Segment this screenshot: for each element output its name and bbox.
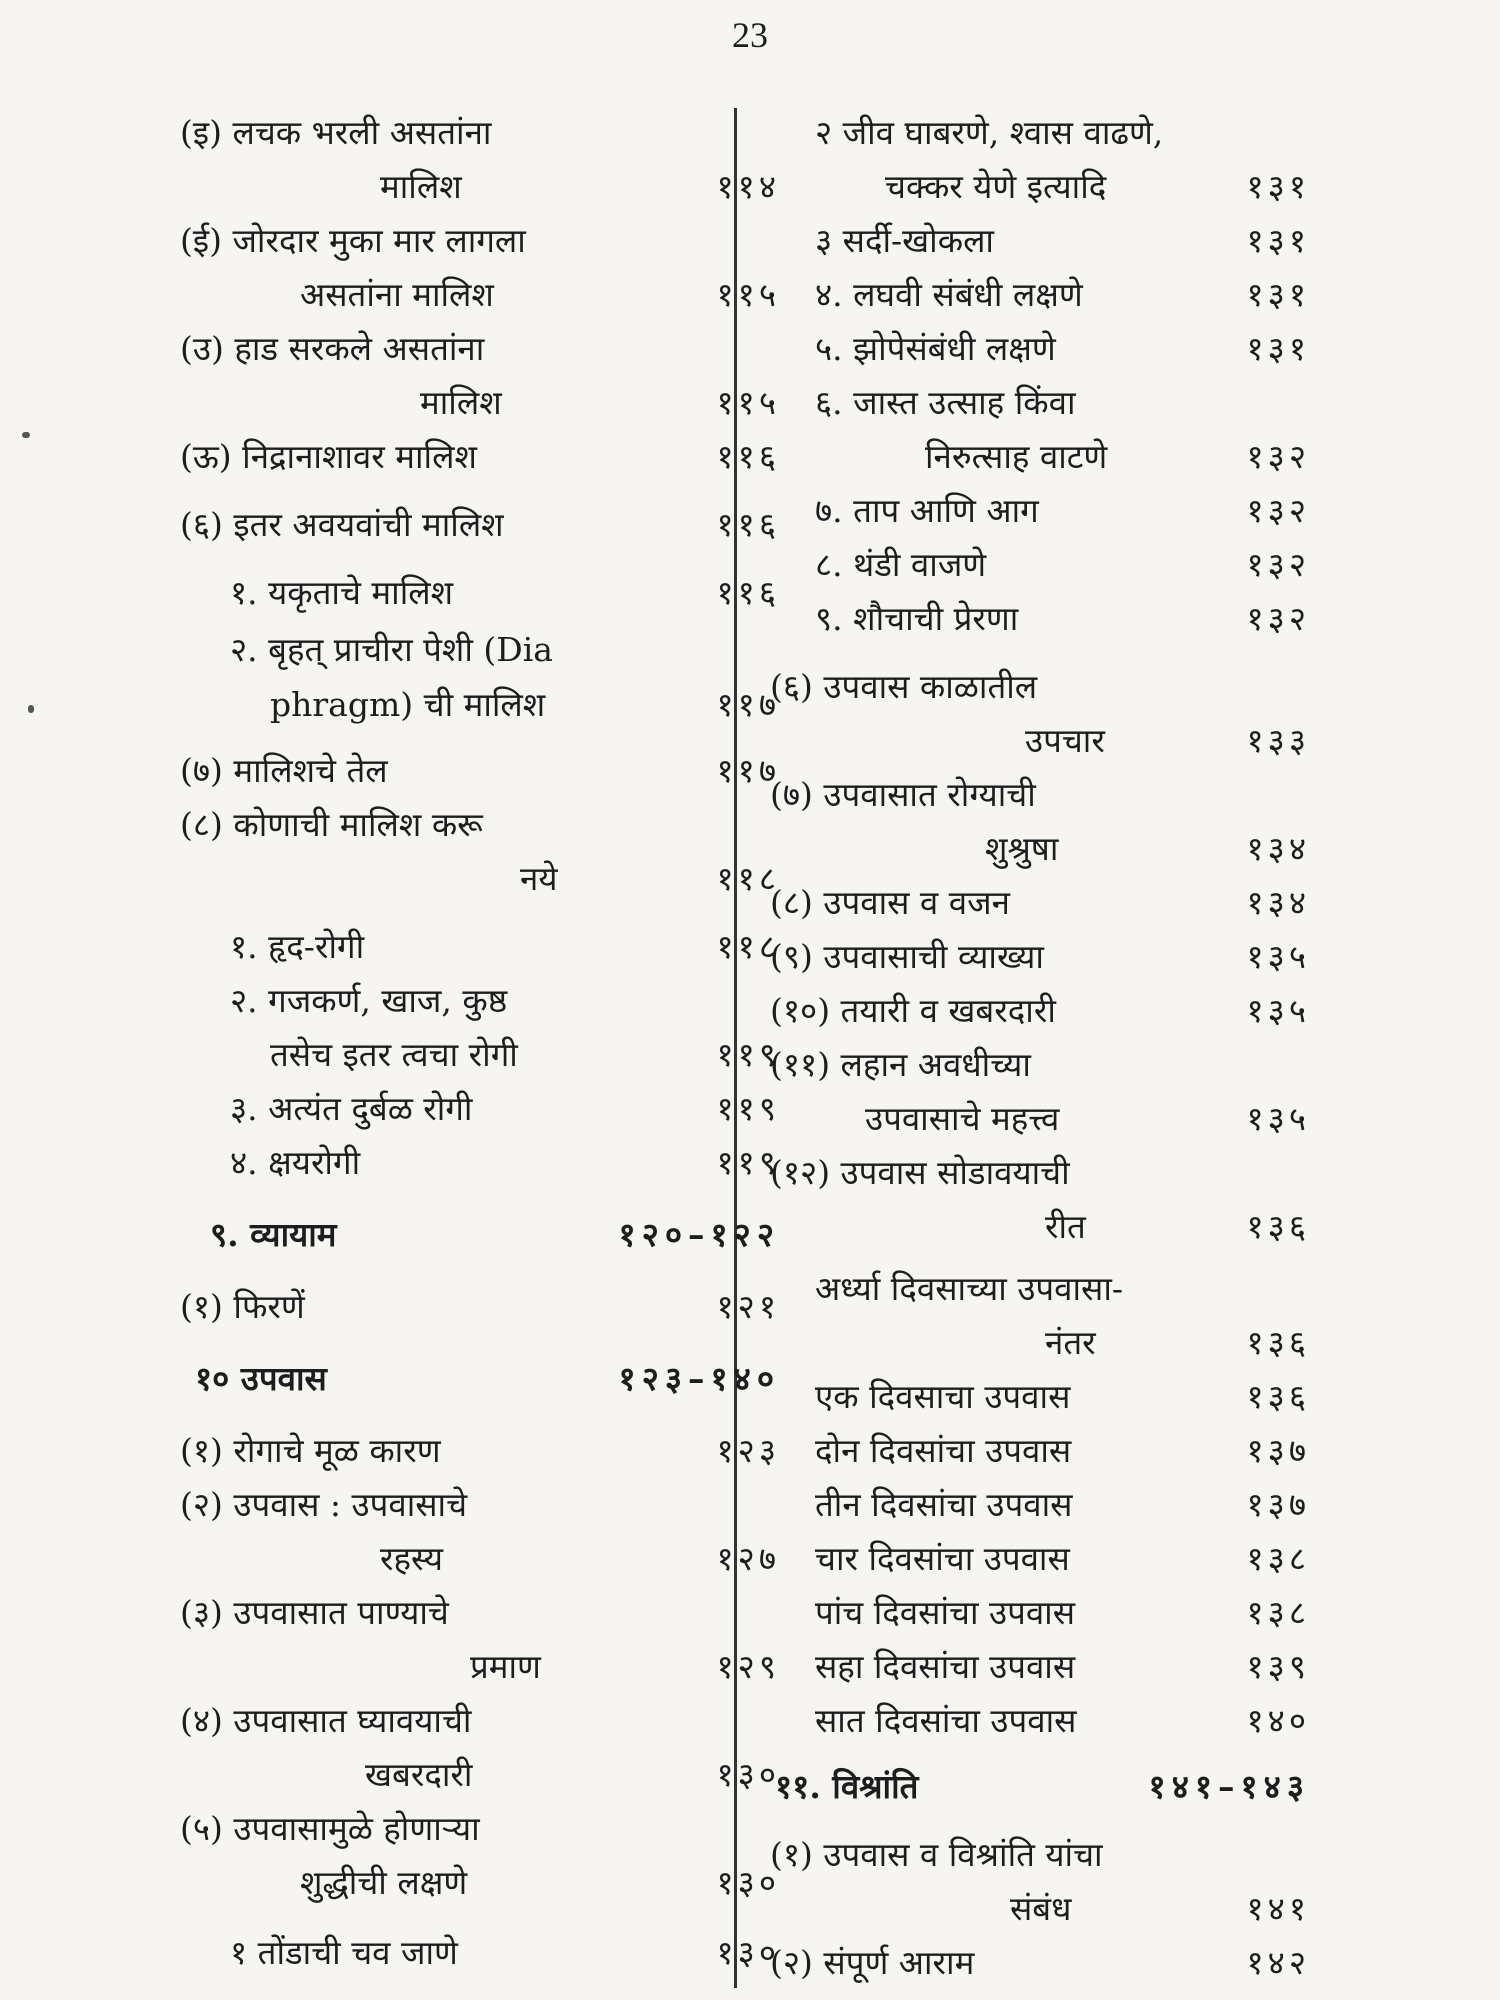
entry-page: १३८ (1246, 1593, 1310, 1632)
toc-left-column (180, 0, 780, 2000)
toc-entry (770, 378, 1310, 428)
entry-page: १३६ (1246, 1207, 1310, 1246)
entry-title: (१) रोगाचे मूळ कारण (180, 1431, 441, 1470)
entry-page: १४२ (1246, 1943, 1310, 1982)
toc-entry (180, 108, 780, 158)
toc-entry (770, 1884, 1310, 1934)
toc-entry (770, 932, 1310, 982)
entry-page: १२९ (716, 1647, 780, 1686)
toc-entry (180, 625, 780, 675)
entry-title: १ तोंडाची चव जाणे (230, 1933, 458, 1972)
toc-entry (770, 324, 1310, 374)
entry-title: (१) फिरणें (180, 1287, 305, 1326)
entry-page: १३२ (1246, 491, 1310, 530)
toc-entry (770, 1830, 1310, 1880)
entry-page: ११९ (716, 1143, 780, 1182)
toc-entry (180, 1928, 780, 1978)
toc-entry (180, 1642, 780, 1692)
entry-title: ४. क्षयरोगी (230, 1143, 361, 1182)
entry-title: रीत (1045, 1207, 1086, 1246)
entry-title: नंतर (1045, 1323, 1096, 1362)
entry-page: १२३ (716, 1431, 780, 1470)
entry-title: निरुत्साह वाटणे (925, 437, 1108, 476)
entry-title: (इ) लचक भरली असतांना (180, 113, 492, 152)
entry-page: १२०–१२२ (618, 1215, 780, 1254)
toc-entry (180, 1696, 780, 1746)
entry-title: ८. थंडी वाजणे (815, 545, 987, 584)
entry-page: ११८ (716, 859, 780, 898)
entry-title: चार दिवसांचा उपवास (815, 1539, 1070, 1578)
toc-entry (770, 432, 1310, 482)
toc-section-heading (180, 1354, 780, 1404)
entry-page: १२७ (716, 1539, 780, 1578)
entry-page: १४१ (1246, 1889, 1310, 1928)
entry-page: १३३ (1246, 721, 1310, 760)
scan-speck (28, 705, 34, 713)
entry-title: १. हृद-रोगी (230, 927, 365, 966)
entry-page: ११९ (716, 1035, 780, 1074)
entry-title: ५. झोपेसंबंधी लक्षणे (815, 329, 1056, 368)
entry-title: ११. विश्रांति (775, 1767, 919, 1806)
toc-entry (770, 1040, 1310, 1090)
toc-entry (180, 1426, 780, 1476)
toc-entry (180, 1480, 780, 1530)
entry-page: १३१ (1246, 275, 1310, 314)
toc-entry (770, 1318, 1310, 1368)
toc-entry (770, 1372, 1310, 1422)
toc-entry (770, 716, 1310, 766)
toc-entry (180, 800, 780, 850)
entry-title: ६. जास्त उत्साह किंवा (815, 383, 1076, 422)
entry-page: १३२ (1246, 545, 1310, 584)
toc-entry (770, 1534, 1310, 1584)
entry-title: नये (520, 859, 558, 898)
toc-entry (770, 1938, 1310, 1988)
toc-entry (180, 324, 780, 374)
entry-page: १३८ (1246, 1539, 1310, 1578)
entry-title: (५) उपवासामुळे होणाऱ्या (180, 1809, 480, 1848)
entry-page: १३७ (1246, 1431, 1310, 1470)
entry-title: २. गजकर्ण, खाज, कुष्ठ (230, 981, 508, 1020)
toc-entry (180, 1804, 780, 1854)
entry-page: १३७ (1246, 1485, 1310, 1524)
entry-title: शुद्धीची लक्षणे (300, 1863, 468, 1902)
toc-entry (180, 162, 780, 212)
entry-title: (६) इतर अवयवांची मालिश (180, 505, 504, 544)
toc-entry (180, 1534, 780, 1584)
toc-entry (180, 1084, 780, 1134)
entry-title: अर्ध्या दिवसाच्या उपवासा- (815, 1269, 1124, 1308)
toc-entry (770, 1094, 1310, 1144)
entry-page: ११६ (716, 505, 780, 544)
toc-entry (180, 746, 780, 796)
toc-entry (180, 1858, 780, 1908)
entry-title: (९) उपवासाची व्याख्या (770, 937, 1044, 976)
entry-title: रहस्य (380, 1539, 443, 1578)
entry-title: (३) उपवासात पाण्याचे (180, 1593, 449, 1632)
toc-entry (770, 1642, 1310, 1692)
entry-page: ११५ (716, 383, 780, 422)
entry-page: १२१ (716, 1287, 780, 1326)
toc-section-heading (770, 1762, 1310, 1812)
entry-title: (उ) हाड सरकले असतांना (180, 329, 485, 368)
toc-entry (180, 270, 780, 320)
entry-title: ४. लघवी संबंधी लक्षणे (815, 275, 1083, 314)
page-number: 23 (732, 15, 768, 55)
entry-title: २. बृहत् प्राचीरा पेशी (Dia (230, 630, 553, 669)
entry-title: एक दिवसाचा उपवास (815, 1377, 1071, 1416)
entry-page: १३० (716, 1933, 780, 1972)
entry-page: ११४ (716, 167, 780, 206)
entry-title: उपचार (1025, 721, 1105, 760)
toc-entry (180, 500, 780, 550)
toc-right-column (770, 0, 1310, 2000)
toc-entry (180, 1750, 780, 1800)
toc-entry (180, 378, 780, 428)
entry-title: (७) मालिशचे तेल (180, 751, 388, 790)
entry-page: १३२ (1246, 437, 1310, 476)
entry-page: १३९ (1246, 1647, 1310, 1686)
entry-title: मालिश (380, 167, 462, 206)
entry-title: सात दिवसांचा उपवास (815, 1701, 1077, 1740)
toc-entry (180, 216, 780, 266)
toc-entry (180, 568, 780, 618)
toc-entry (770, 162, 1310, 212)
entry-page: ११५ (716, 275, 780, 314)
entry-page: १३४ (1246, 829, 1310, 868)
entry-title: (८) कोणाची मालिश करू (180, 805, 483, 844)
toc-entry (770, 824, 1310, 874)
entry-title: (७) उपवासात रोग्याची (770, 775, 1036, 814)
toc-entry (180, 1138, 780, 1188)
entry-page: १३१ (1246, 329, 1310, 368)
toc-entry (180, 976, 780, 1026)
entry-title: दोन दिवसांचा उपवास (815, 1431, 1072, 1470)
entry-page: ११९ (716, 1089, 780, 1128)
entry-title: ३ सर्दी-खोकला (815, 221, 994, 260)
entry-page: १३४ (1246, 883, 1310, 922)
toc-entry (770, 1480, 1310, 1530)
entry-title: मालिश (420, 383, 502, 422)
entry-title: (११) लहान अवधीच्या (770, 1045, 1031, 1084)
entry-page: ११७ (716, 685, 780, 724)
toc-section-heading (180, 1210, 780, 1260)
entry-page: १३६ (1246, 1323, 1310, 1362)
entry-title: १० उपवास (195, 1359, 327, 1398)
entry-title: (२) संपूर्ण आराम (770, 1943, 975, 1982)
entry-title: चक्कर येणे इत्यादि (885, 167, 1107, 206)
entry-title: १. यकृताचे मालिश (230, 573, 454, 612)
toc-entry (770, 770, 1310, 820)
entry-title: खबरदारी (365, 1755, 473, 1794)
toc-entry (770, 270, 1310, 320)
entry-page: १३६ (1246, 1377, 1310, 1416)
toc-entry (180, 1282, 780, 1332)
entry-page: १३५ (1246, 1099, 1310, 1138)
entry-page: ११७ (716, 751, 780, 790)
entry-page: १३१ (1246, 167, 1310, 206)
entry-title: संबंध (1010, 1889, 1072, 1928)
toc-entry (180, 1030, 780, 1080)
toc-entry (770, 1202, 1310, 1252)
entry-title: ७. ताप आणि आग (815, 491, 1039, 530)
toc-entry (770, 1426, 1310, 1476)
entry-page: १४० (1246, 1701, 1310, 1740)
toc-entry (180, 922, 780, 972)
entry-page: १४१–१४३ (1148, 1767, 1310, 1806)
entry-title: (८) उपवास व वजन (770, 883, 1010, 922)
entry-title: शुश्रुषा (985, 829, 1059, 868)
entry-title: २ जीव घाबरणे, श्वास वाढणे, (815, 113, 1164, 152)
entry-page: ११६ (716, 573, 780, 612)
toc-entry (770, 108, 1310, 158)
entry-title: (४) उपवासात घ्यावयाची (180, 1701, 472, 1740)
entry-title: (१०) तयारी व खबरदारी (770, 991, 1056, 1030)
entry-title: (२) उपवास : उपवासाचे (180, 1485, 468, 1524)
toc-entry (180, 680, 780, 730)
entry-page: ११८ (716, 927, 780, 966)
scan-speck (22, 432, 30, 438)
entry-title: (ऊ) निद्रानाशावर मालिश (180, 437, 477, 476)
entry-title: ९. व्यायाम (210, 1215, 337, 1254)
entry-title: ९. शौचाची प्रेरणा (815, 599, 1019, 638)
entry-page: १३५ (1246, 937, 1310, 976)
toc-entry (180, 432, 780, 482)
toc-entry (770, 986, 1310, 1036)
entry-title: प्रमाण (470, 1647, 541, 1686)
toc-entry (180, 1588, 780, 1638)
entry-title: (६) उपवास काळातील (770, 667, 1038, 706)
toc-entry (770, 1588, 1310, 1638)
entry-title: (१२) उपवास सोडावयाची (770, 1153, 1070, 1192)
toc-entry (770, 878, 1310, 928)
entry-title: उपवासाचे महत्त्व (865, 1099, 1060, 1138)
entry-page: ११६ (716, 437, 780, 476)
toc-entry (770, 662, 1310, 712)
toc-entry (770, 216, 1310, 266)
entry-title: ३. अत्यंत दुर्बळ रोगी (230, 1089, 473, 1128)
toc-entry (770, 594, 1310, 644)
toc-entry (770, 1264, 1310, 1314)
entry-title: (ई) जोरदार मुका मार लागला (180, 221, 526, 260)
entry-title: (१) उपवास व विश्रांति यांचा (770, 1835, 1103, 1874)
toc-entry (770, 540, 1310, 590)
entry-page: १३२ (1246, 599, 1310, 638)
entry-page: १३५ (1246, 991, 1310, 1030)
entry-title: सहा दिवसांचा उपवास (815, 1647, 1076, 1686)
entry-page: १३० (716, 1755, 780, 1794)
entry-page: १३१ (1246, 221, 1310, 260)
toc-entry (770, 1696, 1310, 1746)
entry-title: पांच दिवसांचा उपवास (815, 1593, 1076, 1632)
toc-entry (770, 1148, 1310, 1198)
entry-page: १३० (716, 1863, 780, 1902)
entry-title: तीन दिवसांचा उपवास (815, 1485, 1073, 1524)
toc-entry (770, 486, 1310, 536)
toc-entry (180, 854, 780, 904)
entry-title: तसेच इतर त्वचा रोगी (270, 1035, 518, 1074)
entry-title: phragm) ची मालिश (270, 685, 546, 724)
entry-page: १२३–१४० (618, 1359, 780, 1398)
entry-title: असतांना मालिश (300, 275, 494, 314)
